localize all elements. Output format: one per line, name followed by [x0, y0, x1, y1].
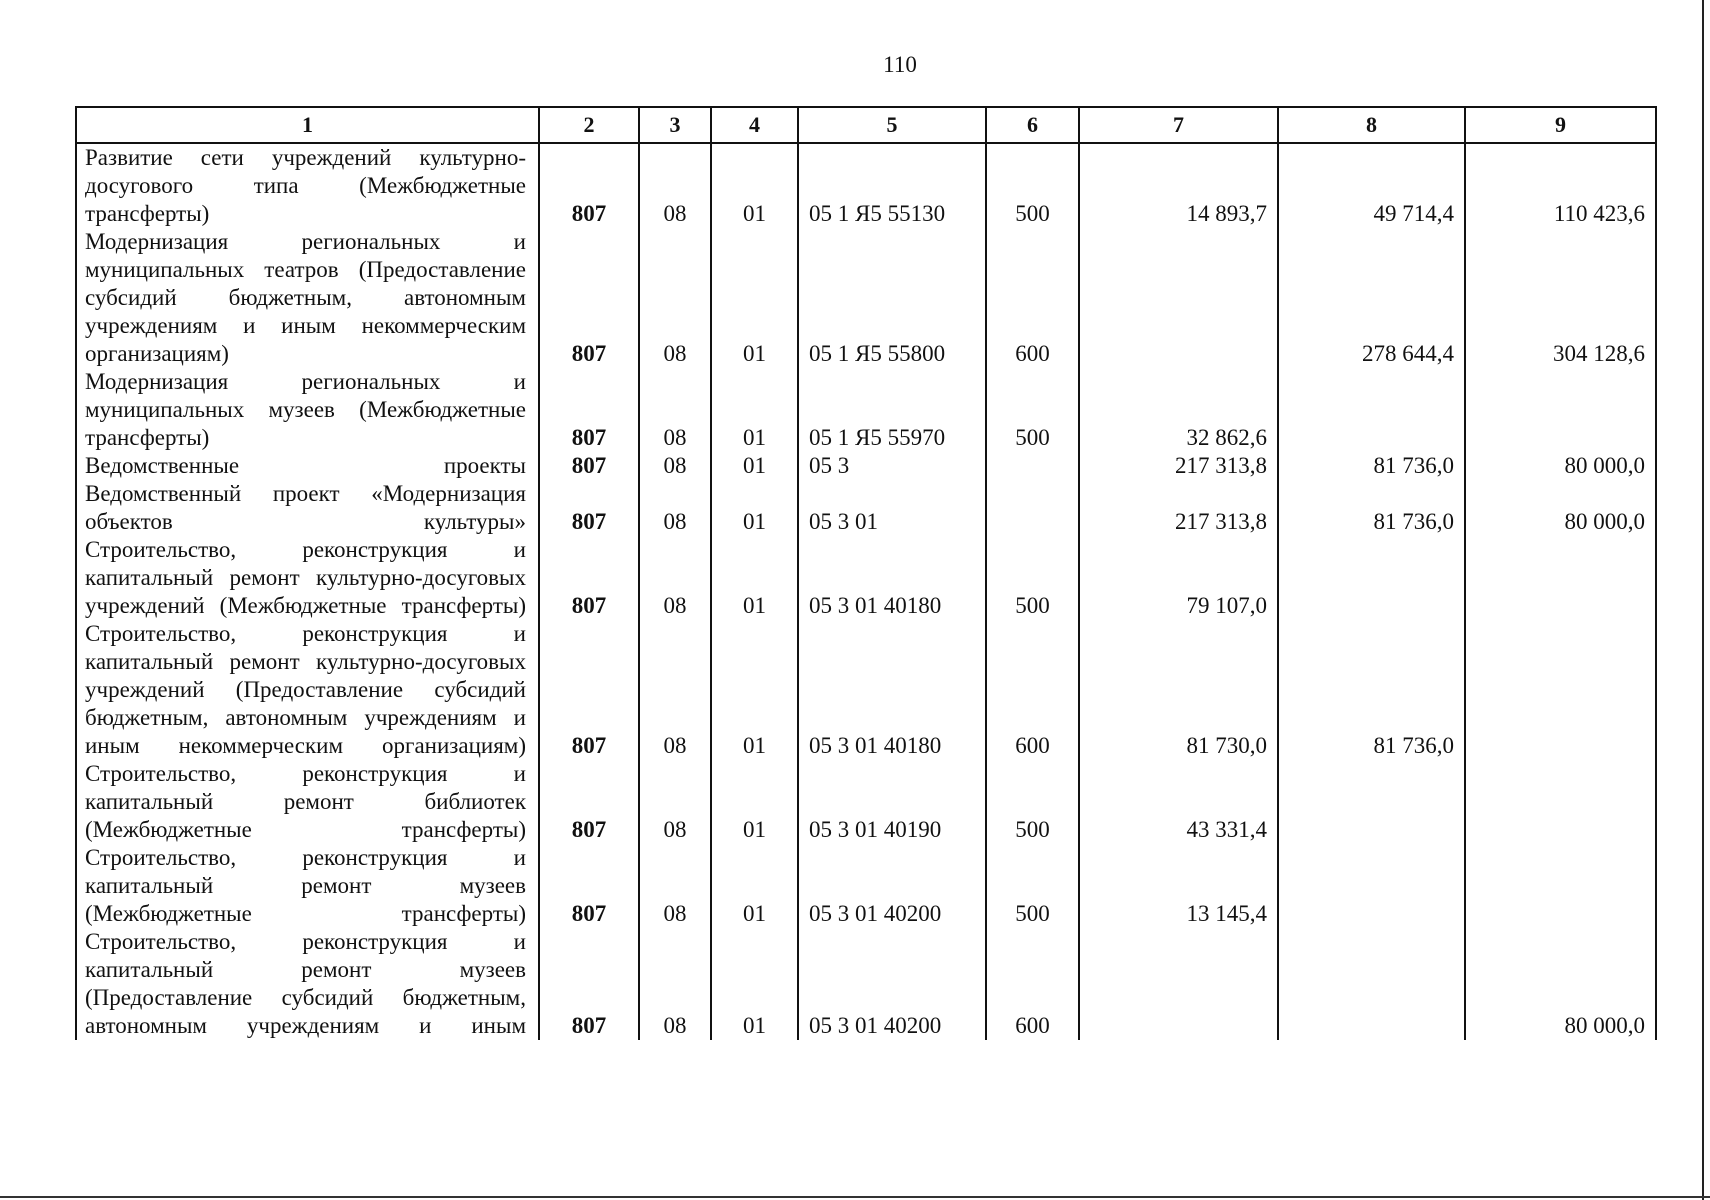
- column-header-8: 8: [1278, 107, 1465, 143]
- row-amount-col8: [1278, 368, 1465, 452]
- row-code-ministry: 807: [539, 928, 639, 1040]
- row-code-expense-type: 500: [986, 760, 1079, 844]
- row-code-ministry: 807: [539, 452, 639, 480]
- row-amount-col9: [1465, 536, 1656, 620]
- row-amount-col8: [1278, 760, 1465, 844]
- row-description: Ведомственные проекты: [76, 452, 539, 480]
- row-amount-col8: [1278, 844, 1465, 928]
- row-amount-col9: [1465, 620, 1656, 760]
- row-code-target: 05 1 Я5 55800: [798, 228, 986, 368]
- table-row: [76, 368, 1656, 452]
- row-amount-col9: 80 000,0: [1465, 928, 1656, 1040]
- row-code-subsection: 01: [711, 536, 798, 620]
- page-edge-right: [1702, 0, 1704, 1200]
- row-code-subsection: 01: [711, 452, 798, 480]
- row-amount-col7: 217 313,8: [1079, 452, 1278, 480]
- row-description: Строительство, реконструкция и капитальный ремонт музеев (Межбюджетные трансферты): [76, 844, 539, 928]
- row-code-ministry: 807: [539, 844, 639, 928]
- row-amount-col8: 81 736,0: [1278, 620, 1465, 760]
- row-code-ministry: 807: [539, 536, 639, 620]
- row-code-expense-type: 600: [986, 228, 1079, 368]
- row-amount-col7: 13 145,4: [1079, 844, 1278, 928]
- row-amount-col7: 81 730,0: [1079, 620, 1278, 760]
- row-code-target: 05 3 01 40200: [798, 928, 986, 1040]
- row-code-expense-type: 600: [986, 928, 1079, 1040]
- row-code-target: 05 3 01 40200: [798, 844, 986, 928]
- row-code-section: 08: [639, 480, 711, 536]
- column-header-2: 2: [539, 107, 639, 143]
- row-code-section: 08: [639, 620, 711, 760]
- row-code-expense-type: 500: [986, 368, 1079, 452]
- row-code-section: 08: [639, 368, 711, 452]
- table-row: [76, 760, 1656, 844]
- row-code-expense-type: 500: [986, 844, 1079, 928]
- row-code-target: 05 1 Я5 55130: [798, 143, 986, 228]
- table-row: [76, 228, 1656, 368]
- column-header-9: 9: [1465, 107, 1656, 143]
- row-description: Модернизация региональных и муниципальных музеев (Межбюджетные трансферты): [76, 368, 539, 452]
- row-code-target: 05 3 01 40190: [798, 760, 986, 844]
- row-code-target: 05 1 Я5 55970: [798, 368, 986, 452]
- table-row: [76, 452, 1656, 480]
- row-amount-col9: [1465, 844, 1656, 928]
- row-amount-col7: 79 107,0: [1079, 536, 1278, 620]
- row-code-subsection: 01: [711, 228, 798, 368]
- row-code-ministry: 807: [539, 143, 639, 228]
- table-row: [76, 536, 1656, 620]
- row-code-expense-type: 500: [986, 536, 1079, 620]
- row-amount-col8: [1278, 536, 1465, 620]
- row-amount-col8: 49 714,4: [1278, 143, 1465, 228]
- row-amount-col9: [1465, 760, 1656, 844]
- column-header-6: 6: [986, 107, 1079, 143]
- column-header-7: 7: [1079, 107, 1278, 143]
- row-code-section: 08: [639, 760, 711, 844]
- row-code-subsection: 01: [711, 928, 798, 1040]
- row-code-expense-type: 500: [986, 143, 1079, 228]
- row-amount-col8: 278 644,4: [1278, 228, 1465, 368]
- row-code-subsection: 01: [711, 620, 798, 760]
- row-code-target: 05 3 01 40180: [798, 620, 986, 760]
- row-code-subsection: 01: [711, 844, 798, 928]
- row-description: Модернизация региональных и муниципальных театров (Предоставление субсидий бюджетным, автономным учреждениям и иным некоммерческим организациям): [76, 228, 539, 368]
- row-amount-col7: 217 313,8: [1079, 480, 1278, 536]
- page-number: 110: [883, 52, 917, 77]
- row-code-expense-type: [986, 452, 1079, 480]
- row-code-ministry: 807: [539, 480, 639, 536]
- row-code-section: 08: [639, 452, 711, 480]
- table-row: [76, 480, 1656, 536]
- column-header-1: 1: [76, 107, 539, 143]
- row-amount-col9: 80 000,0: [1465, 480, 1656, 536]
- row-code-expense-type: 600: [986, 620, 1079, 760]
- column-header-4: 4: [711, 107, 798, 143]
- table-row: [76, 928, 1656, 1040]
- table-row: [76, 143, 1656, 228]
- row-amount-col7: 43 331,4: [1079, 760, 1278, 844]
- row-code-ministry: 807: [539, 620, 639, 760]
- row-code-ministry: 807: [539, 760, 639, 844]
- row-code-target: 05 3: [798, 452, 986, 480]
- row-amount-col9: [1465, 368, 1656, 452]
- row-code-expense-type: [986, 480, 1079, 536]
- row-amount-col9: 304 128,6: [1465, 228, 1656, 368]
- row-amount-col9: 110 423,6: [1465, 143, 1656, 228]
- column-header-5: 5: [798, 107, 986, 143]
- row-amount-col7: [1079, 228, 1278, 368]
- row-amount-col7: 14 893,7: [1079, 143, 1278, 228]
- row-code-target: 05 3 01: [798, 480, 986, 536]
- row-code-target: 05 3 01 40180: [798, 536, 986, 620]
- table-row: [76, 620, 1656, 760]
- row-code-section: 08: [639, 928, 711, 1040]
- row-code-section: 08: [639, 143, 711, 228]
- row-code-section: 08: [639, 536, 711, 620]
- table-header-row: [76, 107, 1656, 143]
- row-code-subsection: 01: [711, 368, 798, 452]
- row-amount-col7: 32 862,6: [1079, 368, 1278, 452]
- page-edge-bottom: [0, 1196, 1710, 1198]
- row-code-section: 08: [639, 228, 711, 368]
- row-code-ministry: 807: [539, 228, 639, 368]
- row-amount-col9: 80 000,0: [1465, 452, 1656, 480]
- row-description: Строительство, реконструкция и капитальный ремонт библиотек (Межбюджетные трансферты): [76, 760, 539, 844]
- row-amount-col8: 81 736,0: [1278, 480, 1465, 536]
- table-row: [76, 844, 1656, 928]
- row-description: Строительство, реконструкция и капитальный ремонт культурно-досуговых учреждений (Межбюджетные трансферты): [76, 536, 539, 620]
- row-code-subsection: 01: [711, 760, 798, 844]
- column-header-3: 3: [639, 107, 711, 143]
- row-code-section: 08: [639, 844, 711, 928]
- row-amount-col8: [1278, 928, 1465, 1040]
- row-description: Строительство, реконструкция и капитальный ремонт культурно-досуговых учреждений (Предоставление субсидий бюджетным, автономным учреждениям и иным некоммерческим организациям): [76, 620, 539, 760]
- row-code-ministry: 807: [539, 368, 639, 452]
- row-code-subsection: 01: [711, 143, 798, 228]
- row-amount-col7: [1079, 928, 1278, 1040]
- row-description: Строительство, реконструкция и капитальный ремонт музеев (Предоставление субсидий бюджетным, автономным учреждениям и иным: [76, 928, 539, 1040]
- budget-table: [75, 106, 1657, 1040]
- row-code-subsection: 01: [711, 480, 798, 536]
- row-amount-col8: 81 736,0: [1278, 452, 1465, 480]
- row-description: Развитие сети учреждений культурно-досугового типа (Межбюджетные трансферты): [76, 143, 539, 228]
- row-description: Ведомственный проект «Модернизация объектов культуры»: [76, 480, 539, 536]
